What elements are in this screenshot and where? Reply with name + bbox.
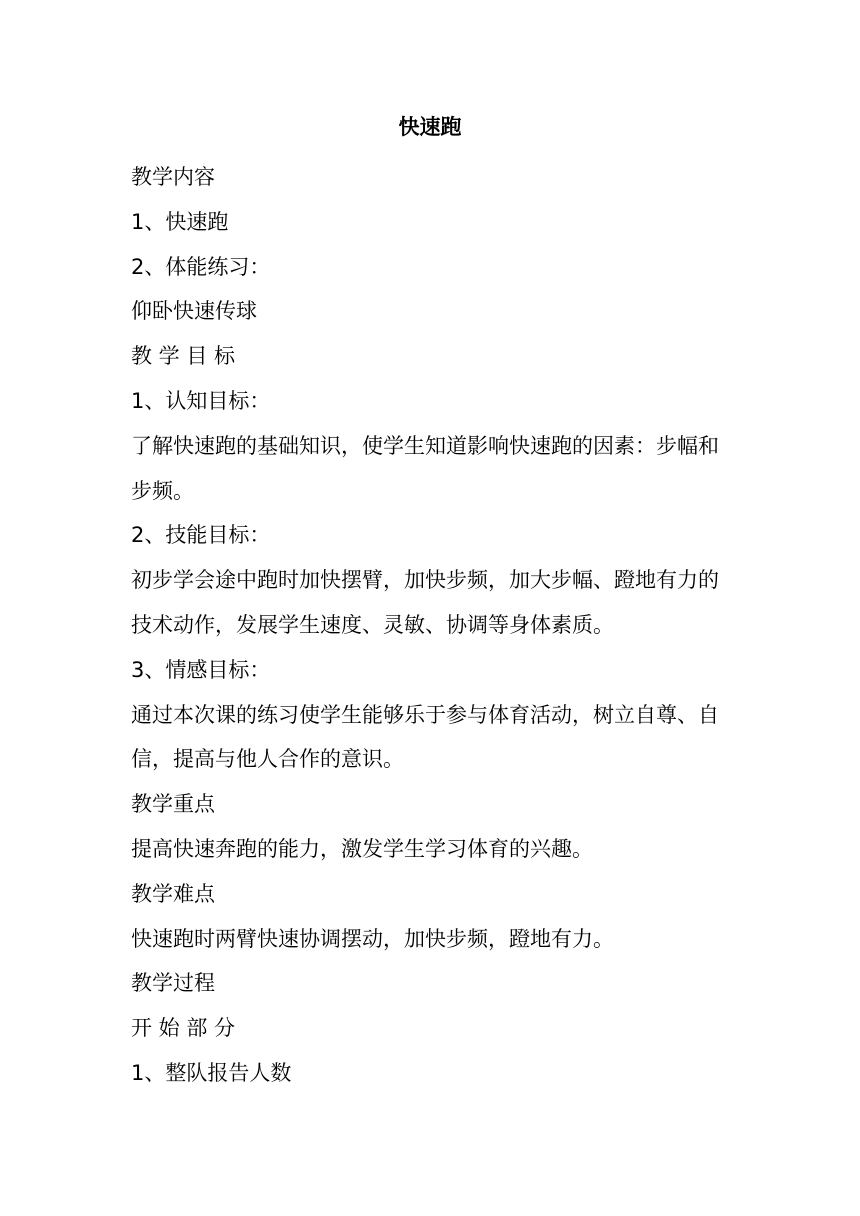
paragraph: 初步学会途中跑时加快摆臂，加快步频，加大步幅、蹬地有力的技术动作，发展学生速度、灵敏、协调等身体素质。 <box>131 568 719 637</box>
section-heading-difficulties: 教学难点 <box>131 881 215 906</box>
list-item: 2、技能目标： <box>131 523 271 548</box>
section-heading-objectives: 教 学 目 标 <box>131 344 236 369</box>
list-item: 1、认知目标： <box>131 388 271 413</box>
section-heading-process: 教学过程 <box>131 971 215 996</box>
paragraph: 了解快速跑的基础知识，使学生知道影响快速跑的因素：步幅和步频。 <box>131 433 719 503</box>
paragraph: 通过本次课的练习使学生能够乐于参与体育活动，树立自尊、自信，提高与他人合作的意识。 <box>131 702 719 772</box>
list-item: 1、整队报告人数 <box>131 1060 292 1085</box>
text-line: 提高快速奔跑的能力，激发学生学习体育的兴趣。 <box>131 836 593 861</box>
list-item: 3、情感目标： <box>131 657 271 682</box>
section-heading-key-points: 教学重点 <box>131 792 215 817</box>
text-line: 快速跑时两臂快速协调摆动，加快步频，蹬地有力。 <box>131 926 614 951</box>
document-body <box>131 155 731 1096</box>
section-heading-start: 开 始 部 分 <box>131 1016 236 1041</box>
text-line: 仰卧快速传球 <box>131 299 257 324</box>
document-title: 快速跑 <box>398 115 462 139</box>
list-item: 2、体能练习： <box>131 254 271 279</box>
list-item: 1、快速跑 <box>131 209 229 234</box>
section-heading-content: 教学内容 <box>131 165 215 189</box>
